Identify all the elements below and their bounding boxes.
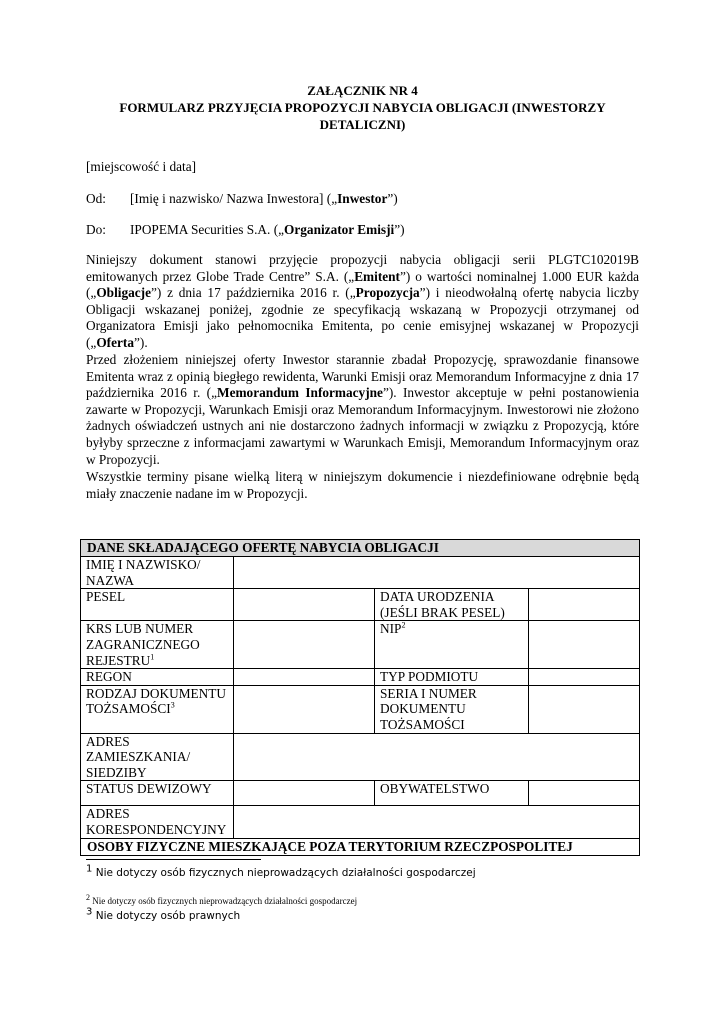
krs-label: KRS LUB NUMER ZAGRANICZNEGO REJESTRU (86, 621, 200, 668)
annex-number: ZAŁĄCZNIK NR 4 (307, 83, 418, 98)
para1-text-1: Niniejszy dokument stanowi przyjęcie propozycji nabycia obligacji serii PLGTC102019B emitowanych przez Globe Trade Centre” S.A. („ (86, 252, 639, 284)
from-line (86, 190, 398, 207)
to-line (86, 221, 405, 238)
birth-date-field[interactable] (529, 589, 640, 621)
footnote-2-text: Nie dotyczy osób fizycznych nieprowadzących działalności gospodarczej (90, 896, 358, 906)
document-title (80, 82, 645, 133)
krs-field[interactable] (234, 621, 375, 669)
from-text: [Imię i nazwisko/ Nazwa Inwestora] („ (130, 191, 338, 206)
footnote-divider (86, 859, 261, 860)
id-doc-type-label-cell (81, 685, 234, 733)
corr-address-label: ADRES KORESPONDENCYJNY (81, 806, 234, 838)
para2-text-1: Przed złożeniem niniejszej oferty Inwestor starannie zbadał Propozycję, sprawozdanie finansowe Emitenta wraz z opinią biegłego rewidenta, Warunki Emisji oraz Memorandum Informacyjne z dnia 17 października 2016 r. („ (86, 352, 639, 401)
id-doc-type-label: RODZAJ DOKUMENTU TOŻSAMOŚCI (86, 685, 226, 717)
investor-data-form (80, 539, 640, 856)
from-end: ”) (387, 191, 398, 206)
birth-date-label: DATA URODZENIA (JEŚLI BRAK PESEL) (375, 589, 529, 621)
corr-address-field[interactable] (234, 806, 640, 838)
fx-status-field[interactable] (234, 781, 375, 806)
footnote-2 (86, 895, 357, 907)
to-label: Do: (86, 222, 106, 237)
krs-label-cell (81, 621, 234, 669)
footnote-1-number: 1 (86, 863, 93, 875)
nip-label: NIP (380, 621, 402, 637)
regon-field[interactable] (234, 669, 375, 686)
from-bold: Inwestor (337, 191, 388, 206)
nip-label-cell (375, 621, 529, 669)
nip-footnote-ref: 2 (401, 620, 406, 630)
para1-text-4: ”) i nieodwołalną ofertę nabycia liczby Obligacji wskazanej poniżej, zgodnie ze specyfikacją wskazaną w Propozycji otrzymanej od Organizatora Emisji jako pełnomocnika Emitenta, po cenie emisyjnej wskazanej w Propozycji („ (86, 285, 639, 350)
name-label: IMIĘ I NAZWISKO/ NAZWA (81, 557, 234, 589)
para2-bold-memorandum: Memorandum Informacyjne (217, 385, 383, 401)
to-text: IPOPEMA Securities S.A. („ (130, 222, 285, 237)
para1-bold-obligacje: Obligacje (96, 285, 151, 301)
footnote-3-number: 3 (86, 906, 93, 918)
para1-text-3: ”) z dnia 17 października 2016 r. („ (151, 285, 356, 301)
entity-type-field[interactable] (529, 669, 640, 686)
foreign-residents-header: OSOBY FIZYCZNE MIESZKAJĄCE POZA TERYTORIUM RZECZPOSPOLITEJ (81, 838, 640, 855)
para1-text-2: ”) o wartości nominalnej 1.000 EUR każda („ (86, 268, 639, 301)
name-field[interactable] (234, 557, 640, 589)
para1-text-5: ”). (134, 334, 148, 350)
citizenship-label: OBYWATELSTWO (375, 781, 529, 806)
entity-type-label: TYP PODMIOTU (375, 669, 529, 686)
place-date: [miejscowość i data] (86, 159, 197, 174)
id-doc-number-label: SERIA I NUMER DOKUMENTU TOŻSAMOŚCI (375, 685, 529, 733)
id-doc-footnote-ref: 3 (170, 700, 175, 710)
to-end: ”) (394, 222, 405, 237)
address-label: ADRES ZAMIESZKANIA/ SIEDZIBY (81, 733, 234, 781)
form-title: FORMULARZ PRZYJĘCIA PROPOZYCJI NABYCIA OBLIGACJI (INWESTORZY (119, 100, 606, 115)
footnote-1-text: Nie dotyczy osób fizycznych nieprowadzących działalności gospodarczej (92, 867, 476, 879)
nip-field[interactable] (529, 621, 640, 669)
footnote-2-number: 2 (86, 893, 90, 902)
footnote-3-text: Nie dotyczy osób prawnych (92, 910, 241, 922)
representation-paragraph (86, 352, 639, 468)
id-doc-number-field[interactable] (529, 685, 640, 733)
from-label: Od: (86, 191, 106, 206)
pesel-label: PESEL (81, 589, 234, 621)
para2-text-2: ”). Inwestor akceptuje w pełni postanowienia zawarte w Propozycji, Warunkach Emisji oraz Memorandum Informacyjnym. Inwestorowi nie złożono żadnych oświadczeń ustnych ani nie dostarczono żadnych informacji w związku z Propozycją, które byłyby sprzeczne z informacjami zawartymi w Warunkach Emisji, Memorandum Informacyjnym oraz w Propozycji. (86, 385, 639, 467)
footnote-3 (86, 906, 241, 923)
form-title-cont: DETALICZNI) (319, 117, 406, 132)
fx-status-label: STATUS DEWIZOWY (81, 781, 234, 806)
offer-paragraph (86, 252, 639, 352)
footnote-1 (86, 863, 476, 880)
form-header: DANE SKŁADAJĄCEGO OFERTĘ NABYCIA OBLIGACJI (81, 540, 640, 557)
krs-footnote-ref: 1 (150, 652, 155, 662)
to-bold: Organizator Emisji (284, 222, 395, 237)
address-field[interactable] (234, 733, 640, 781)
citizenship-field[interactable] (529, 781, 640, 806)
pesel-field[interactable] (234, 589, 375, 621)
para1-bold-propozycja: Propozycja (355, 285, 420, 301)
para1-bold-oferta: Oferta (96, 334, 134, 350)
regon-label: REGON (81, 669, 234, 686)
id-doc-type-field[interactable] (234, 685, 375, 733)
para1-bold-emitent: Emitent (354, 268, 400, 284)
definitions-paragraph: Wszystkie terminy pisane wielką literą w niniejszym dokumencie i niezdefiniowane odrębnie będą miały znaczenie nadane im w Propozycji. (86, 469, 639, 501)
